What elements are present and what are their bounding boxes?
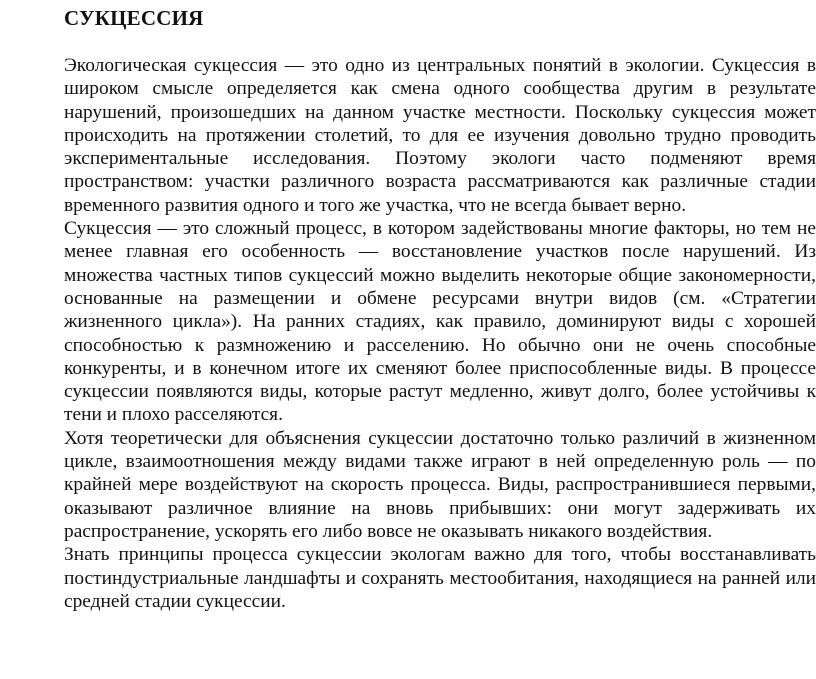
paragraph-1: Экологическая сукцессия — это одно из центральных понятий в экологии. Сукцессия в широком смысле определяется как смена одного сообщества другим в результате нарушений, произошедших на данном участке местности. Поскольку сукцессия может происходить на протяжении столетий, то для ее изучения довольно трудно проводить экспериментальные исследования. Поэтому экологи часто подменяют время пространством: участки различного возраста рассматриваются как различные стадии временного развития одного и того же участка, что не всегда бывает верно. xyxy=(64,55,816,216)
paragraph-3: Хотя теоретически для объяснения сукцессии достаточно только различий в жизненном цикле, взаимоотношения между видами также играют в ней определенную роль — по крайней мере воздействуют на скорость процесса. Виды, распространившиеся первыми, оказывают различное влияние на вновь прибывших: они могут задерживать их распространение, ускорять его либо вовсе не оказывать никакого воздействия. xyxy=(64,427,816,542)
paragraph-2: Сукцессия — это сложный процесс, в котором задействованы многие факторы, но тем не менее главная его особенность — восстановление участков после нарушений. Из множества частных типов сукцессий можно выделить некоторые общие закономерности, основанные на размещении и обмене ресурсами внутри видов (см. «Стратегии жизненного цикла»). На ранних стадиях, как правило, доминируют виды с хорошей способностью к размножению и расселению. Но обычно они не очень способные конкуренты, и в конечном итоге их сменяют более приспособленные виды. В процессе сукцессии появляются виды, которые растут медленно, живут долго, более устойчивы к тени и плохо расселяются. xyxy=(64,218,816,426)
document-body xyxy=(64,54,816,613)
document-page xyxy=(64,0,816,613)
paragraph-4: Знать принципы процесса сукцессии экологам важно для того, чтобы восстанавливать постиндустриальные ландшафты и сохранять местообитания, находящиеся на ранней или средней стадии сукцессии. xyxy=(64,544,816,612)
document-title: СУКЦЕССИЯ xyxy=(64,6,204,30)
